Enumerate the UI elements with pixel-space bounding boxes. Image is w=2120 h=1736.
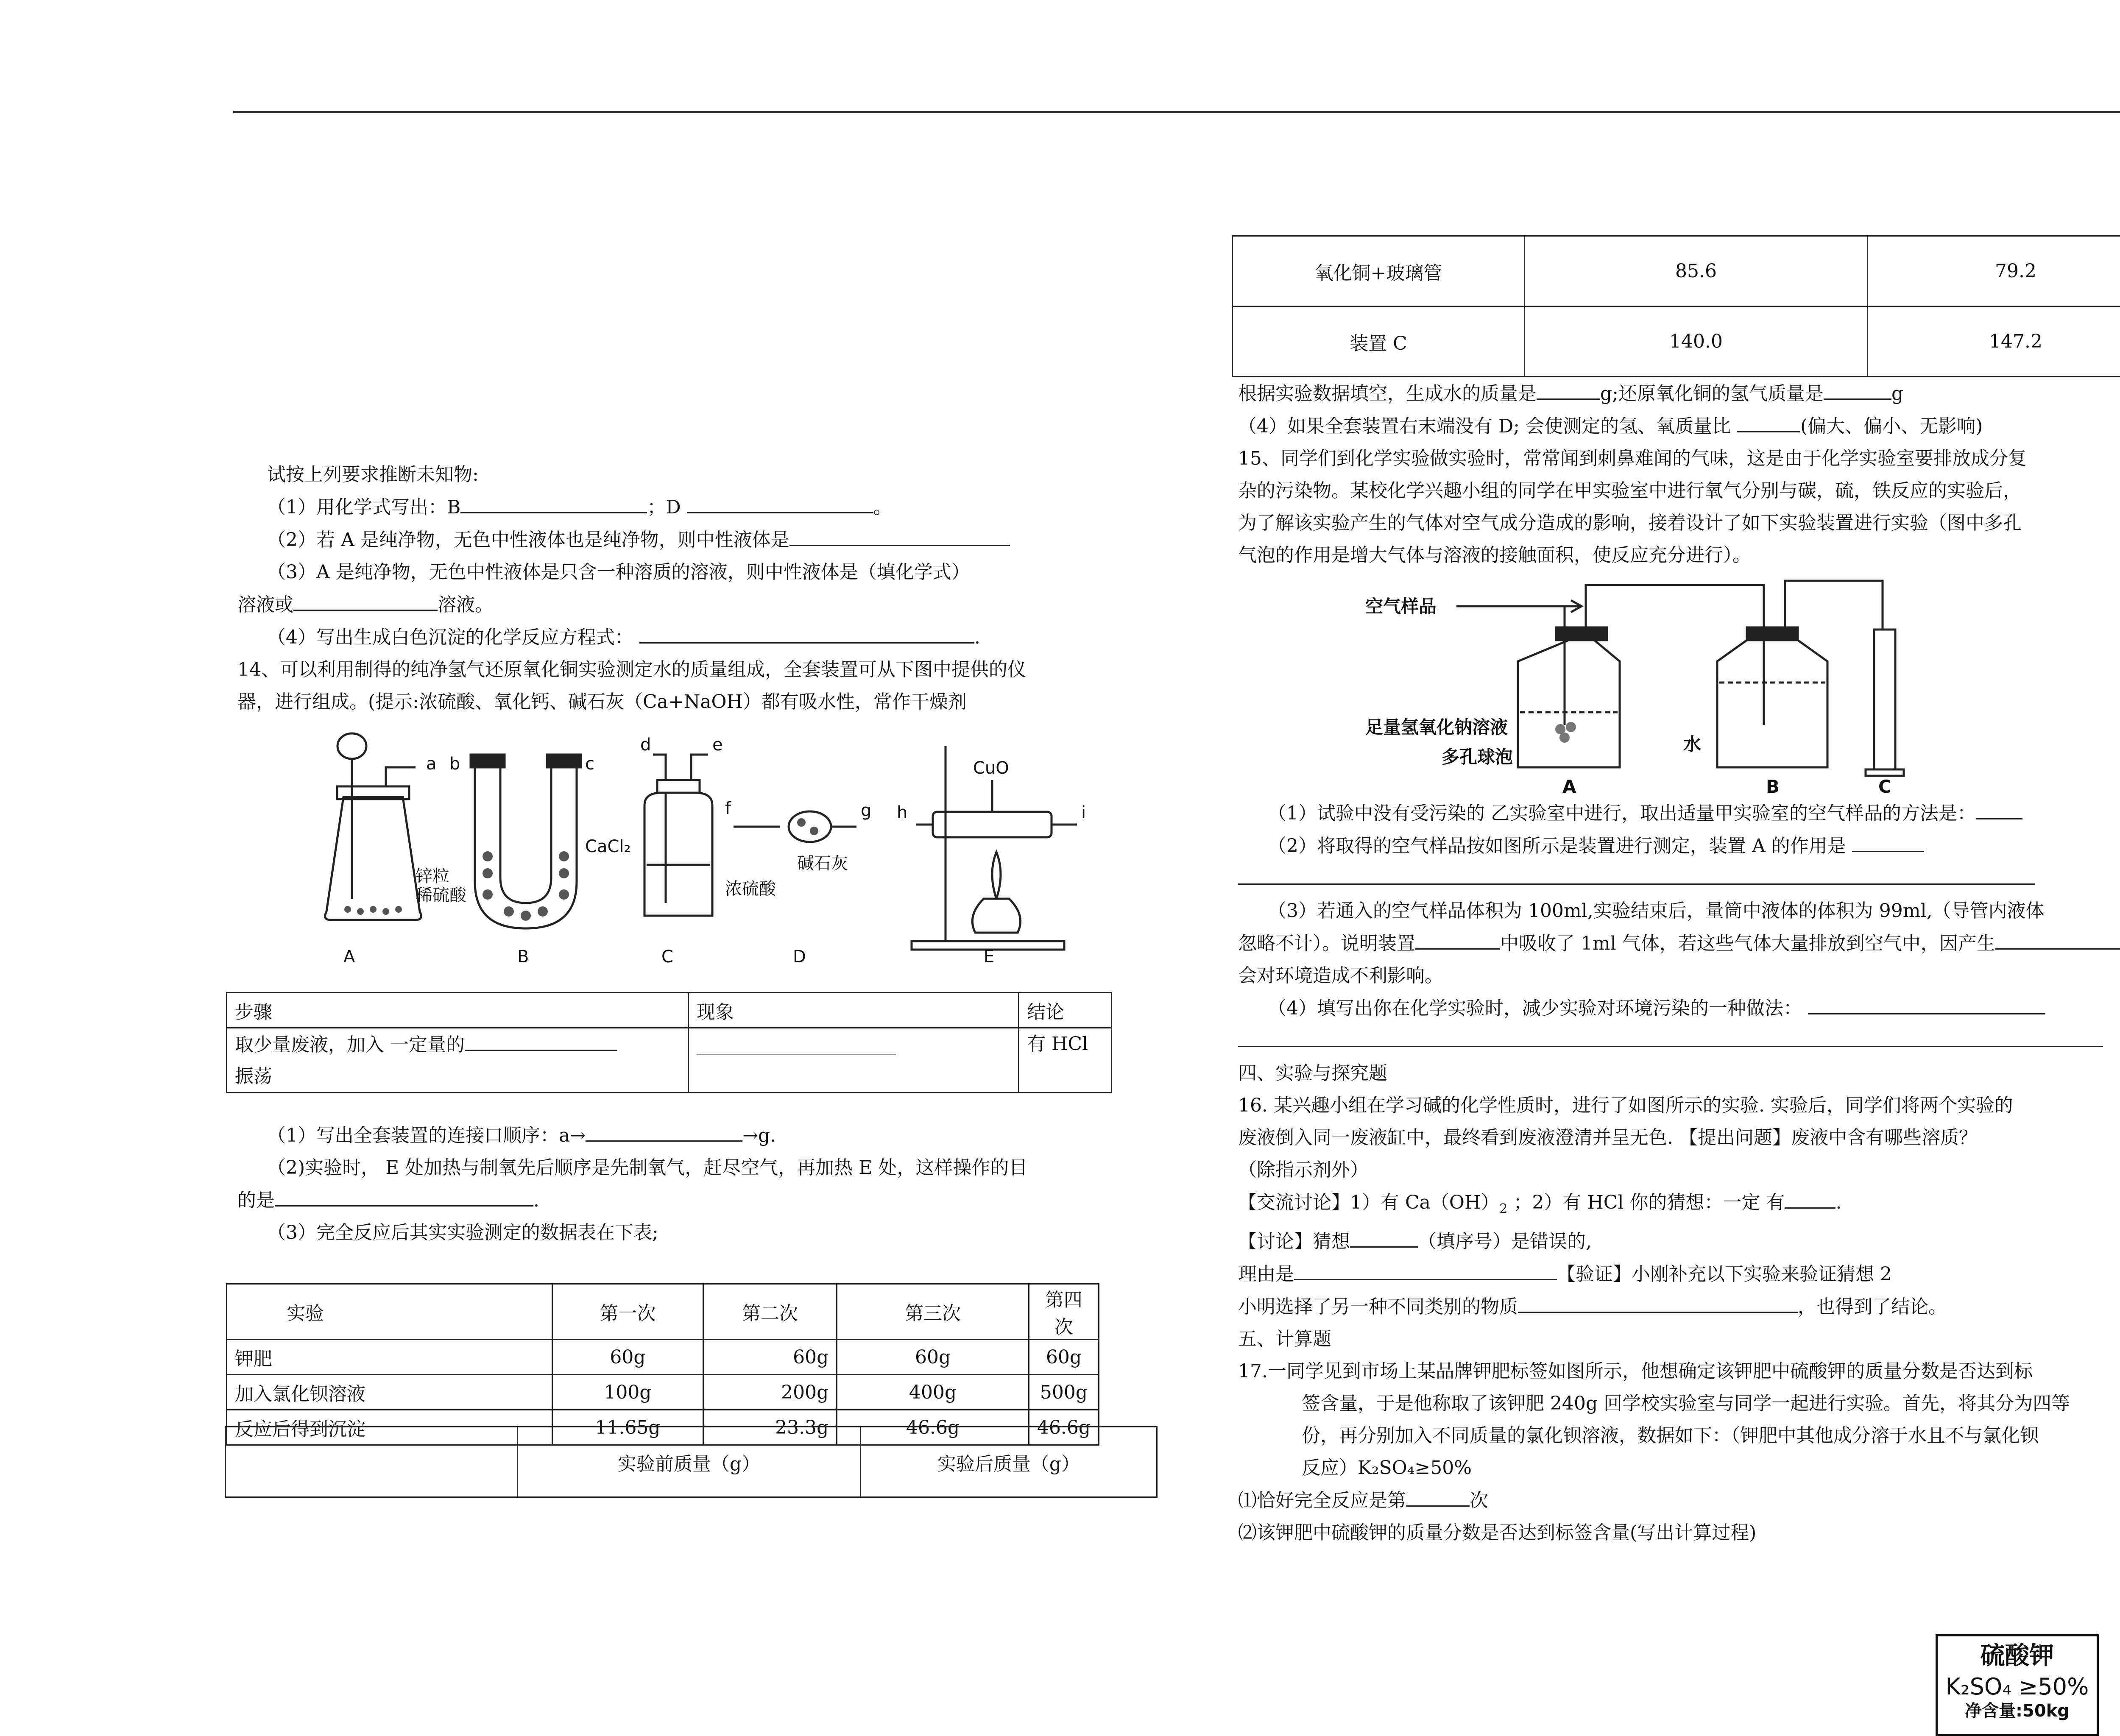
apparatus-figure-15 (1365, 572, 1942, 801)
stopper-c (657, 780, 700, 793)
q15-3-line-2: 忽略不计）。说明装置 中吸收了 1ml 气体，若这些气体大量排放到空气中，因产生 (1238, 927, 2120, 960)
cacl2-label: CaCl₂ (585, 837, 631, 856)
q15-3-line-3: 会对环境造成不利影响。 (1238, 960, 2120, 992)
section-5-heading: 五、计算题 (1238, 1323, 2120, 1355)
port-label: d (640, 735, 651, 755)
conclusion-cell: 有 HCl (1019, 1028, 1112, 1093)
answer-blank[interactable] (1824, 377, 1891, 400)
zinc-grain (344, 906, 351, 913)
step-cell: 取少量废液，加入 一定量的 振荡 (227, 1028, 689, 1093)
q17-line-3: 份，再分别加入不同质量的氯化钡溶液，数据如下：（钾肥中其他成分溶于水且不与氯化钡 (1238, 1420, 2120, 1452)
q15-4-answer-line (1238, 1025, 2120, 1057)
q15-2-answer-line (1238, 862, 2120, 895)
q17-sub-2: ⑵该钾肥中硫酸钾的质量分数是否达到标签含量(写出计算过程) (1238, 1517, 2120, 1549)
q14-2-line: （2)实验时， E 处加热与制氧先后顺序是先制氧气，赶尽空气，再加热 E 处，这样操作的目 (237, 1152, 1162, 1184)
answer-blank[interactable] (1238, 862, 2035, 885)
naoh-label: 足量氢氧化钠溶液 (1365, 717, 1508, 738)
apparatus-letter: E (984, 947, 994, 967)
q14-line-2: 器，进行组成。(提示:浓硫酸、氧化钙、碱石灰（Ca+NaOH）都有吸水性，常作干燥剂 (237, 686, 1162, 718)
stopper-b-right (547, 755, 581, 767)
port-label: a (426, 754, 437, 774)
zinc-grain (357, 908, 364, 915)
potash-data-table (226, 1283, 1099, 1446)
bottle-b (1717, 640, 1827, 767)
sodalime-granule (810, 827, 818, 835)
answer-blank[interactable] (1415, 927, 1500, 950)
apparatus-letter: C (661, 947, 673, 967)
alcohol-lamp (972, 899, 1020, 933)
q1-line: （1）用化学式写出：B ；D 。 (237, 491, 1162, 524)
mass-table (1232, 235, 2120, 377)
q2-line: （2）若 A 是纯净物，无色中性液体也是纯净物，则中性液体是 (237, 524, 1162, 556)
q14-2-line-2: 的是 . (237, 1184, 1162, 1217)
table-header: 第三次 (837, 1284, 1029, 1340)
u-tube-b-inner (500, 767, 551, 903)
port-label: e (712, 735, 723, 755)
answer-blank[interactable] (639, 621, 974, 644)
cacl2-granule (559, 889, 569, 900)
zinc-grain (370, 906, 377, 913)
lamp-flame (992, 852, 1001, 899)
table-row: 氧化铜+玻璃管 85.6 79.2 (1233, 236, 2120, 307)
cacl2-granule (559, 868, 569, 878)
cuo-label: CuO (973, 758, 1009, 778)
q16-line-4: 【交流讨论】1）有 $Ca(OH)_2$ ；2）有 HCl 你的猜想：一定 有 . (1238, 1186, 2120, 1225)
answer-blank[interactable] (1537, 377, 1600, 400)
answer-blank[interactable] (1808, 992, 2045, 1014)
port-label: i (1081, 803, 1086, 822)
outlet-c (691, 755, 708, 780)
sodalime-granule (797, 818, 806, 827)
q15-4-line: （4）填写出你在化学实验时，减少实验对环境污染的一种做法： (1238, 992, 2120, 1025)
left-text-block (237, 459, 1162, 718)
header-rule (233, 111, 2120, 113)
right-text-block-2 (1238, 797, 2120, 1549)
bubble (1559, 733, 1570, 743)
answer-blank[interactable] (1737, 410, 1800, 432)
q14-1-line: （1）写出全套装置的连接口顺序：a→ →g. (237, 1119, 1162, 1152)
q15-3-line: （3）若通入的空气样品体积为 100ml,实验结束后，量筒中液体的体积为 99ml,（导管内液体 (1238, 895, 2120, 927)
sodalime-label: 碱石灰 (797, 854, 848, 873)
acid-label: 稀硫酸 (416, 886, 467, 905)
q3-line: （3）A 是纯净物，无色中性液体是只含一种溶质的溶液，则中性液体是（填化学式） (237, 556, 1162, 588)
mass-header-before: 实验前质量（g） (518, 1427, 861, 1497)
q15-line-3: 为了解该实验产生的气体对空气成分造成的影响，接着设计了如下实验装置进行实验（图中多孔 (1238, 507, 2120, 539)
bottle-c (644, 793, 712, 916)
table-header: 第一次 (552, 1284, 703, 1340)
answer-blank[interactable] (1518, 1290, 1798, 1313)
port-label: g (861, 801, 871, 820)
stopper-b (1747, 627, 1798, 640)
answer-blank[interactable] (275, 1184, 533, 1207)
answer-blank[interactable] (1350, 1225, 1418, 1248)
answer-blank[interactable] (586, 1119, 742, 1142)
fertilizer-label (1936, 1634, 2099, 1736)
answer-blank[interactable] (1852, 830, 1924, 852)
q16-line-7: 小明选择了另一种不同类别的物质 ，也得到了结论。 (1238, 1290, 2120, 1323)
mass-header-blank (226, 1427, 518, 1497)
answer-blank[interactable] (460, 491, 647, 513)
cylinder-base (1866, 769, 1904, 776)
cacl2-granule (483, 889, 493, 900)
mass-table-header (225, 1426, 1158, 1498)
answer-blank[interactable] (789, 524, 1010, 546)
left-text-block-2 (237, 1119, 1162, 1249)
apparatus-figure-14 (288, 729, 1119, 967)
q3-line-2: 溶液或 溶液。 (237, 588, 1162, 621)
port-label: f (725, 799, 731, 818)
q14-line-1: 14、可以利用制得的纯净氢气还原氧化铜实验测定水的质量组成，全套装置可从下图中提供的仪 (237, 654, 1162, 686)
q14-4-line: （4）如果全套装置右末端没有 D; 会使测定的氢、氧质量比 (偏大、偏小、无影响) (1238, 410, 2120, 443)
zinc-label: 锌粒 (416, 867, 449, 886)
table-header: 第四次 (1029, 1284, 1099, 1340)
funnel-bulb (338, 733, 366, 759)
apparatus-letter: C (1878, 776, 1891, 797)
apparatus-letter: A (1562, 776, 1576, 797)
answer-blank[interactable] (1238, 1025, 2103, 1047)
phenomenon-header: 现象 (689, 993, 1019, 1028)
q14-3-line: （3）完全反应后其实实验测定的数据表在下表; (237, 1217, 1162, 1249)
label-title: 硫酸钾 (1938, 1640, 2097, 1671)
q15-2-line: （2）将取得的空气样品按如图所示是装置进行测定，装置 A 的作用是 (1238, 830, 2120, 862)
outlet-a (386, 767, 416, 786)
apparatus-letter: B (517, 947, 529, 967)
fill-line: 根据实验数据填空，生成水的质量是 g;还原氧化铜的氢气质量是 g (1238, 377, 2120, 410)
zinc-grain (395, 906, 402, 913)
q16-line-5: 【讨论】猜想 （填序号）是错误的, (1238, 1225, 2120, 1258)
answer-blank[interactable] (1294, 1258, 1557, 1280)
table-row: 装置 C 140.0 147.2 (1233, 307, 2120, 377)
bubble (1566, 722, 1576, 732)
answer-blank[interactable] (697, 1033, 896, 1055)
q16-line-1: 16. 某兴趣小组在学习碱的化学性质时，进行了如图所示的实验. 实验后，同学们将两个实验的 (1238, 1090, 2120, 1122)
graduated-cylinder (1874, 630, 1895, 769)
answer-blank[interactable] (1976, 797, 2022, 819)
zinc-grain (382, 908, 389, 915)
step-header: 步骤 (227, 993, 689, 1028)
u-tube-b (475, 767, 577, 928)
stopper-b-left (471, 755, 505, 767)
table-row: 反应后得到沉淀 11.65g 23.3g 46.6g 46.6g (227, 1410, 1099, 1445)
table-header: 实验 (227, 1284, 552, 1340)
apparatus-letter: B (1766, 776, 1780, 797)
combustion-tube (933, 812, 1052, 837)
bubble-label: 多孔球泡 (1442, 747, 1513, 767)
q17-line-2: 签含量，于是他称取了该钾肥 240g 回学校实验室与同学一起进行实验。首先，将其分为四等 (1238, 1388, 2120, 1420)
answer-blank[interactable] (1785, 1186, 1835, 1209)
q17-line-4: 反应）K₂SO₄≥50% (1238, 1452, 2120, 1484)
water-label: 水 (1683, 734, 1701, 755)
label-net-content: 净含量:50kg (1938, 1703, 2097, 1719)
apparatus-letter: D (793, 947, 806, 967)
port-label: c (585, 754, 594, 774)
sulfuric-acid-label: 浓硫酸 (725, 879, 776, 899)
table-row: 加入氯化钡溶液 100g 200g 400g 500g (227, 1375, 1099, 1410)
q16-line-2: 废液倒入同一废液缸中，最终看到废液澄清并呈无色. 【提出问题】废液中含有哪些溶质？ (1238, 1122, 2120, 1154)
cacl2-granule (559, 851, 569, 861)
label-formula: K₂SO₄ ≥50% (1938, 1671, 2097, 1703)
q15-line-2: 杂的污染物。某校化学兴趣小组的同学在甲实验室中进行氧气分别与碳，硫，铁反应的实验后， (1238, 475, 2120, 507)
q16-line-6: 理由是 【验证】小刚补充以下实验来验证猜想 2 (1238, 1258, 2120, 1290)
cacl2-granule (538, 906, 548, 917)
cacl2-granule (504, 906, 514, 917)
table-header: 第二次 (703, 1284, 837, 1340)
answer-blank[interactable] (687, 491, 873, 513)
apparatus-letter: A (343, 947, 355, 967)
phenomenon-cell (689, 1028, 1019, 1093)
port-label: h (897, 803, 907, 822)
answer-blank[interactable] (1995, 927, 2120, 950)
q17-line-1: 17.一同学见到市场上某品牌钾肥标签如图所示，他想确定该钾肥中硫酸钾的质量分数是否达到标 (1238, 1355, 2120, 1388)
q4-line: （4）写出生成白色沉淀的化学反应方程式： . (237, 621, 1162, 654)
air-sample-label: 空气样品 (1365, 596, 1437, 617)
cacl2-granule (483, 868, 493, 878)
bulb-d (789, 811, 831, 842)
port-label: b (449, 754, 460, 774)
q15-line-1: 15、同学们到化学实验做实验时，常常闻到刺鼻难闻的气味，这是由于化学实验室要排放成分复 (1238, 443, 2120, 475)
q16-line-3: （除指示剂外） (1238, 1154, 2120, 1186)
section-4-heading: 四、实验与探究题 (1238, 1057, 2120, 1090)
mass-header-after: 实验后质量（g） (861, 1427, 1157, 1497)
outlet-tube-b (1785, 581, 1883, 640)
conclusion-header: 结论 (1019, 993, 1112, 1028)
q15-line-4: 气泡的作用是增大气体与溶液的接触面积，使反应充分进行）。 (1238, 539, 2120, 571)
inlet-c (653, 755, 666, 780)
bottle-a (1518, 627, 1620, 767)
step-table (226, 992, 1112, 1093)
answer-blank[interactable] (465, 1028, 617, 1051)
cacl2-granule (521, 911, 531, 921)
flask-a (325, 797, 421, 920)
answer-blank[interactable] (1406, 1484, 1470, 1507)
q15-1-line: （1）试验中没有受污染的 乙实验室中进行，取出适量甲实验室的空气样品的方法是： (1238, 797, 2120, 830)
table-row: 钾肥 60g 60g 60g 60g (227, 1340, 1099, 1375)
answer-blank[interactable] (293, 588, 438, 611)
stopper-a (1556, 627, 1607, 640)
right-text-block (1238, 377, 2120, 571)
cacl2-granule (483, 851, 493, 861)
q17-sub-1: ⑴恰好完全反应是第 次 (1238, 1484, 2120, 1517)
intro-line: 试按上列要求推断未知物: (237, 459, 1162, 491)
